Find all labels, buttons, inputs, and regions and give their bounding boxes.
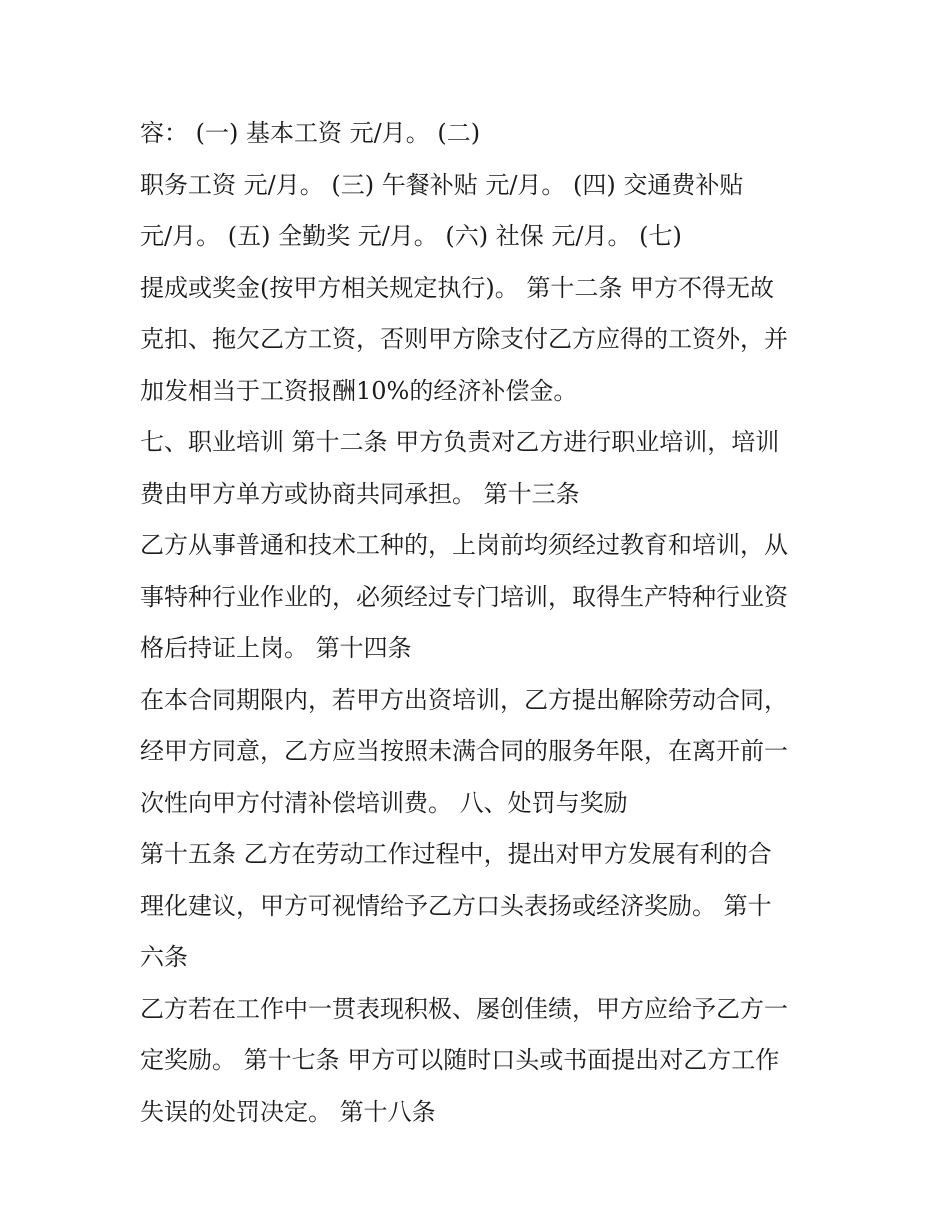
text-line: 七、职业培训 第十二条 甲方负责对乙方进行职业培训，培训 [140,428,780,456]
text-line: 格后持证上岗。 第十四条 [140,634,412,662]
text-line: 元/月。 (五) 全勤奖 元/月。 (六) 社保 元/月。 (七) [140,222,682,250]
text-line: 经甲方同意，乙方应当按照未满合同的服务年限，在离开前一 [140,737,788,765]
text-line: 次性向甲方付清补偿培训费。 八、处罚与奖励 [140,788,628,817]
text-line: 在本合同期限内，若甲方出资培训，乙方提出解除劳动合同， [140,685,788,714]
text-line: 六条 [140,943,188,971]
text-line: 理化建议，甲方可视情给予乙方口头表扬或经济奖励。 第十 [140,891,772,920]
text-line: 费由甲方单方或协商共同承担。 第十三条 [140,479,580,508]
text-line: 加发相当于工资报酬10%的经济补偿金。 [140,376,578,405]
text-line: 克扣、拖欠乙方工资，否则甲方除支付乙方应得的工资外，并 [140,325,788,353]
text-line: 事特种行业作业的，必须经过专门培训，取得生产特种行业资 [140,582,788,611]
text-line: 第十五条 乙方在劳动工作过程中，提出对甲方发展有利的合 [140,840,772,868]
text-line: 提成或奖金(按甲方相关规定执行)。 第十二条 甲方不得无故 [140,273,774,302]
text-line: 容： (一) 基本工资 元/月。 (二) [140,119,481,147]
text-line: 乙方若在工作中一贯表现积极、屡创佳绩，甲方应给予乙方一 [140,994,788,1023]
text-line: 乙方从事普通和技术工种的，上岗前均须经过教育和培训，从 [140,531,788,559]
text-line: 失误的处罚决定。 第十八条 [140,1097,436,1126]
document-body [140,108,830,1138]
text-line: 定奖励。 第十七条 甲方可以随时口头或书面提出对乙方工作 [140,1046,780,1074]
text-line: 职务工资 元/月。 (三) 午餐补贴 元/月。 (四) 交通费补贴 [140,170,744,199]
